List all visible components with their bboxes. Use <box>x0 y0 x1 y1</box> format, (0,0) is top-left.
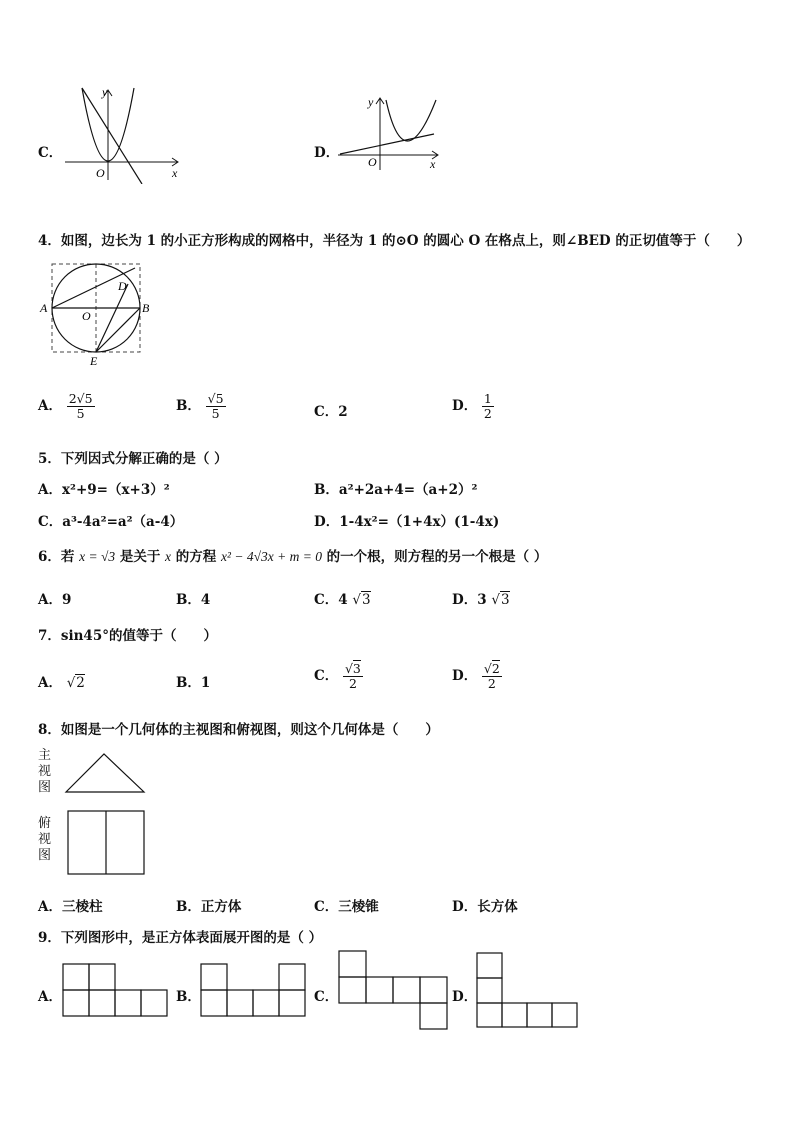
denominator: 5 <box>76 406 85 421</box>
option-text: 正方体 <box>200 899 242 915</box>
label-char: 主 <box>38 748 52 763</box>
q9-option-a-letter[interactable]: A． <box>38 989 62 1005</box>
q4-label-e: E <box>90 354 98 368</box>
q6-option-c[interactable] <box>314 588 371 608</box>
numerator: √2 <box>483 661 500 676</box>
radicand: 2 <box>76 675 85 691</box>
numerator: 2√5 <box>68 391 93 406</box>
denominator: 5 <box>211 406 220 421</box>
radicand: 2 <box>491 661 500 676</box>
q3d-y-label: y <box>368 95 374 109</box>
q6-option-a[interactable] <box>38 588 71 608</box>
front-view-triangle <box>62 750 148 796</box>
q9-option-b-letter[interactable]: B． <box>176 989 201 1005</box>
q4-figure <box>38 260 158 370</box>
option-text: a³-4a²=a²（a-4） <box>62 514 184 530</box>
label-char: 图 <box>38 848 52 863</box>
front-view-label <box>38 748 52 796</box>
option-text: 1-4x²=（1+4x）(1-4x) <box>339 514 500 530</box>
q6-prefix: 6．若 <box>38 549 75 565</box>
denominator: 2 <box>348 676 357 691</box>
option-letter: A． <box>38 675 62 691</box>
q4-stem: 4．如图，边长为 1 的小正方形构成的网格中，半径为 1 的⊙O 的圆心 O 在格点上，则∠BED 的正切值等于（ ） <box>38 233 751 249</box>
option-letter: B． <box>176 675 201 691</box>
option-letter: B． <box>314 482 339 498</box>
label-char: 视 <box>38 832 52 847</box>
numerator: √3 <box>344 661 361 676</box>
q9-option-c-net[interactable] <box>338 950 450 1032</box>
q4-label-b: B <box>142 301 150 315</box>
option-letter: A． <box>38 899 62 915</box>
q7-option-b[interactable] <box>176 671 210 691</box>
option-text: x²+9=（x+3）² <box>61 482 170 498</box>
option-letter: B． <box>176 398 201 414</box>
option-letter: D． <box>452 398 478 414</box>
fraction <box>67 392 95 421</box>
q3c-y-label: y <box>102 85 108 99</box>
fraction <box>482 392 494 421</box>
numerator: √5 <box>207 391 224 406</box>
q3c-origin-label: O <box>96 166 105 180</box>
q6-option-b[interactable] <box>176 588 210 608</box>
option-letter: D． <box>452 668 478 684</box>
q3-graph-c <box>60 84 190 184</box>
q4-label-a: A <box>40 301 48 315</box>
sqrt: √3 <box>352 592 371 608</box>
option-text: 长方体 <box>477 899 518 915</box>
option-letter: D． <box>314 514 340 530</box>
option-letter: D． <box>452 592 478 608</box>
q4-label-o: O <box>82 309 91 323</box>
q5-option-a[interactable] <box>38 478 170 498</box>
q3-option-d-letter: D． <box>314 145 340 161</box>
q7-option-c[interactable] <box>314 662 363 691</box>
option-letter: B． <box>176 592 201 608</box>
sqrt: √2 <box>66 675 85 691</box>
q6-suffix: 的一个根，则方程的另一个根是（ ） <box>326 549 548 565</box>
radicand: 3 <box>500 592 510 608</box>
sqrt: √3 <box>491 592 510 608</box>
q9-option-a-net[interactable] <box>62 963 172 1019</box>
option-letter: A． <box>38 482 62 498</box>
option-letter: A． <box>38 398 62 414</box>
denominator: 2 <box>483 406 492 421</box>
q3d-x-label: x <box>430 157 436 171</box>
q5-option-b[interactable] <box>314 478 477 498</box>
option-letter: C． <box>314 592 339 608</box>
q9-option-d-net[interactable] <box>476 952 580 1030</box>
label-char: 俯 <box>38 816 52 831</box>
fraction <box>482 662 502 691</box>
denominator: 2 <box>487 676 496 691</box>
top-view-rectangle <box>66 809 148 877</box>
q3-option-c-letter: C． <box>38 145 63 161</box>
fraction <box>206 392 226 421</box>
q9-option-d-letter[interactable]: D． <box>452 989 478 1005</box>
q4-option-c[interactable] <box>314 400 348 420</box>
q6-var: x <box>165 549 172 564</box>
label-char: 视 <box>38 764 52 779</box>
radicand: 3 <box>361 592 371 608</box>
q6-equation: x² − 4√3x + m = 0 <box>220 549 322 564</box>
option-letter: B． <box>176 899 201 915</box>
q6-stem <box>38 545 547 565</box>
q4-option-b[interactable] <box>176 392 226 421</box>
option-text: 三棱锥 <box>338 899 379 915</box>
q6-mid: 是关于 <box>119 549 161 565</box>
option-text: 3 <box>477 592 487 608</box>
q7-stem: 7．sin45°的值等于（ ） <box>38 628 217 644</box>
q3c-x-label: x <box>172 166 178 180</box>
option-letter: C． <box>38 514 63 530</box>
option-text: 4 <box>200 592 211 608</box>
q9-stem: 9．下列图形中，是正方体表面展开图的是（ ） <box>38 930 323 946</box>
q8-option-b[interactable] <box>176 895 241 915</box>
label-char: 图 <box>38 780 52 795</box>
q8-stem: 8．如图是一个几何体的主视图和俯视图，则这个几何体是（ ） <box>38 722 439 738</box>
q9-option-c-letter[interactable]: C． <box>314 989 339 1005</box>
q4-option-d[interactable] <box>452 392 494 421</box>
option-text: 2 <box>338 404 348 420</box>
option-text: 三棱柱 <box>61 899 103 915</box>
q6-mid2: 的方程 <box>175 549 217 565</box>
q6-root-expr: x = √3 <box>79 549 116 564</box>
fraction <box>343 662 363 691</box>
top-view-label <box>38 816 52 864</box>
q4-label-d: D <box>118 279 127 293</box>
q4-option-a[interactable] <box>38 392 95 421</box>
q6-option-d[interactable] <box>452 588 510 608</box>
option-letter: C． <box>314 668 339 684</box>
q9-option-b-net[interactable] <box>200 963 310 1019</box>
q5-option-d[interactable] <box>314 510 499 530</box>
q8-option-a[interactable] <box>38 895 102 915</box>
numerator: 1 <box>483 391 492 406</box>
q8-option-d[interactable] <box>452 895 518 915</box>
option-letter: C． <box>314 899 339 915</box>
option-text: a²+2a+4=（a+2）² <box>338 482 478 498</box>
option-text: 9 <box>61 592 72 608</box>
q3d-origin-label: O <box>368 155 377 169</box>
option-letter: A． <box>38 592 62 608</box>
option-letter: C． <box>314 404 339 420</box>
q7-option-a[interactable] <box>38 671 85 691</box>
q8-option-c[interactable] <box>314 895 379 915</box>
q5-option-c[interactable] <box>38 510 183 530</box>
q3-graph-d <box>336 92 446 172</box>
option-letter: D． <box>452 899 478 915</box>
q7-option-d[interactable] <box>452 662 502 691</box>
q5-stem: 5．下列因式分解正确的是（ ） <box>38 451 228 467</box>
option-text: 4 <box>338 592 348 608</box>
radicand: 3 <box>352 661 361 676</box>
option-text: 1 <box>200 675 211 691</box>
